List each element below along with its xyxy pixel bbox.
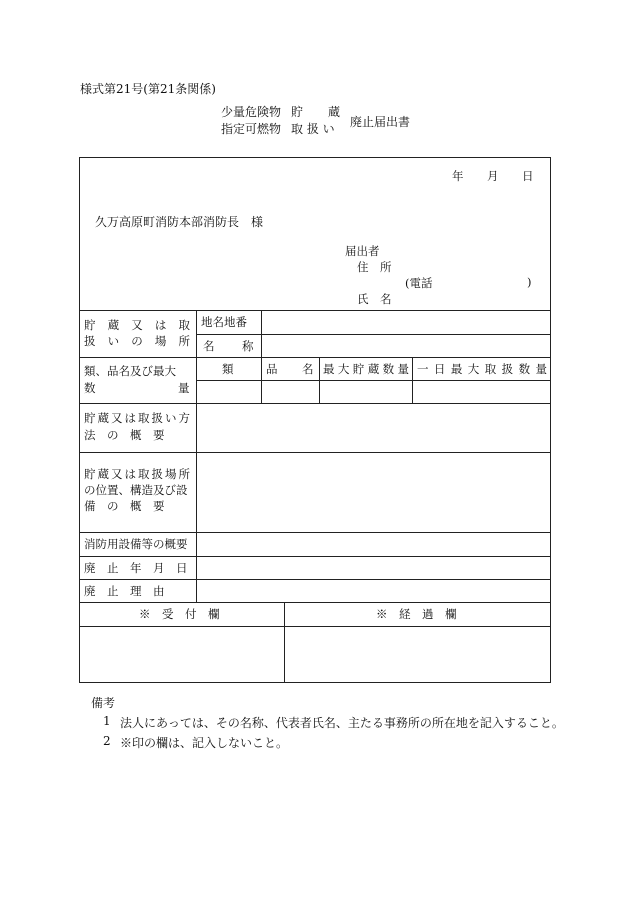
address-label: 住 所 — [357, 260, 392, 274]
title-line1-right-b: 蔵 — [328, 105, 341, 119]
rule — [79, 626, 551, 627]
rule — [79, 579, 551, 580]
rule — [319, 357, 320, 403]
kinds-label-2b: 量 — [178, 381, 190, 395]
rule — [79, 556, 551, 557]
location-label-2: 扱 い の 場 所 — [84, 334, 190, 348]
col-kind: 類 — [222, 362, 234, 376]
abolition-reason-label: 廃 止 理 由 — [84, 584, 165, 598]
col-max-storage: 最大貯蔵数量 — [323, 362, 409, 376]
rule — [284, 602, 285, 683]
rule — [79, 403, 551, 404]
title-line2-left: 指定可燃物 — [221, 122, 282, 136]
note-1-number: 1 — [103, 714, 111, 728]
rule — [79, 452, 551, 453]
reception-label: ※ 受 付 欄 — [139, 607, 220, 621]
facility-label-3: 備 の 概 要 — [84, 499, 165, 513]
rule — [412, 357, 413, 403]
rule — [196, 380, 551, 381]
facility-label-1: 貯蔵又は取扱場所 — [84, 467, 190, 481]
date-month: 月 — [487, 169, 499, 183]
addressee: 久万高原町消防本部消防長 様 — [95, 215, 264, 229]
progress-label: ※ 経 過 欄 — [376, 607, 457, 621]
col-daily-max: 一日最大取扱数量 — [417, 362, 547, 376]
method-label-2: 法 の 概 要 — [84, 428, 165, 442]
method-label-1: 貯蔵又は取扱い方 — [84, 411, 190, 425]
abolition-date-label: 廃 止 年 月 日 — [84, 561, 188, 575]
location-sub-name-b: 称 — [242, 339, 254, 353]
applicant-label: 届出者 — [345, 244, 380, 258]
col-item-a: 品 — [266, 362, 278, 376]
location-sub-lot: 地名地番 — [201, 315, 247, 329]
notes-heading: 備考 — [91, 696, 116, 710]
title-line2-right: 取 扱 い — [291, 122, 335, 136]
rule — [79, 532, 551, 533]
rule — [79, 310, 551, 311]
col-item-b: 名 — [302, 362, 314, 376]
rule — [196, 334, 551, 335]
location-label-1: 貯 蔵 又 は 取 — [84, 318, 190, 332]
note-1-text: 法人にあっては、その名称、代表者氏名、主たる事務所の所在地を記入すること。 — [120, 716, 564, 730]
kinds-label-2a: 数 — [84, 381, 96, 395]
rule — [196, 310, 197, 602]
name-label: 氏 名 — [357, 292, 392, 306]
rule — [79, 602, 551, 603]
form-number: 様式第21号(第21条関係) — [80, 82, 216, 96]
facility-label-2: の位置、構造及び設 — [84, 483, 188, 497]
date-day: 日 — [522, 169, 534, 183]
title-suffix: 廃止届出書 — [350, 115, 411, 129]
firefighting-label: 消防用設備等の概要 — [84, 537, 188, 551]
title-line1-left: 少量危険物 — [221, 105, 282, 119]
phone-close: ) — [527, 275, 532, 289]
phone-label: (電話 — [405, 276, 433, 290]
date-year: 年 — [452, 169, 464, 183]
note-2-text: ※印の欄は、記入しないこと。 — [120, 736, 289, 750]
kinds-label-1: 類、品名及び最大 — [84, 364, 176, 378]
location-sub-name-a: 名 — [203, 339, 215, 353]
title-line1-right-a: 貯 — [291, 105, 304, 119]
note-2-number: 2 — [103, 734, 111, 748]
rule — [79, 357, 551, 358]
rule — [261, 310, 262, 357]
rule — [261, 357, 262, 403]
